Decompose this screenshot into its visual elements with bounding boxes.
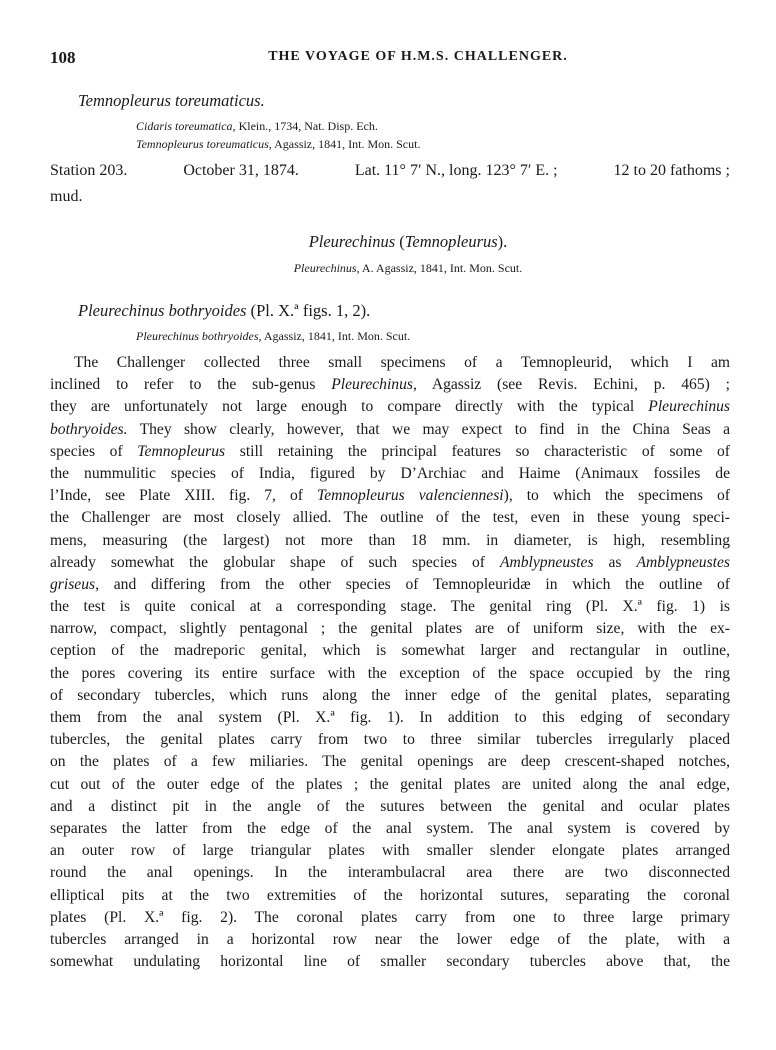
page-header xyxy=(50,48,726,72)
text-line: the Challenger are most closely allied. The outline of the test, even in these young speci- xyxy=(50,509,730,527)
text-line: ception of the madreporic genital, which is somewhat larger and rectangular in outline, xyxy=(50,642,730,660)
text-line: the test is quite conical at a corresponding stage. The genital ring (Pl. X.ª fig. 1) is xyxy=(50,598,730,616)
text-line: bothryoides. They show clearly, however, that we may expect to find in the China Seas a xyxy=(50,420,730,438)
synonym-citation: , Klein., 1734, Nat. Disp. Ech. xyxy=(232,119,378,133)
text-line: l’Inde, see Plate XIII. fig. 7, of Temnopleurus valenciennesi), to which the specimens of xyxy=(50,487,731,505)
text-line: already somewhat the globular shape of such species of Amblypneustes as Amblypneustes xyxy=(50,553,730,571)
text-line: somewhat undulating horizontal line of smaller secondary tubercles above that, the xyxy=(50,953,730,971)
species-heading xyxy=(78,301,370,321)
synonym-line xyxy=(136,327,410,345)
text-line: mens, measuring (the largest) not more than 18 mm. in diameter, is high, resembling xyxy=(50,531,730,549)
synonym-name: Pleurechinus bothryoides xyxy=(136,329,259,343)
synonym-citation: , Agassiz, 1841, Int. Mon. Scut. xyxy=(258,329,411,343)
station-date: October 31, 1874. xyxy=(183,162,299,179)
synonym-line xyxy=(136,135,420,153)
text-line: tubercles arranged in a horizontal row near the lower edge of the plate, with a xyxy=(50,930,730,948)
text-line: cut out of the outer edge of the plates ; the genital plates are united along the anal edge, xyxy=(50,775,730,793)
synonym-name: Cidaris toreumatica xyxy=(136,119,233,133)
text-line: they are unfortunately not large enough to compare directly with the typical Pleurechinus xyxy=(50,398,730,416)
station-depth: 12 to 20 fathoms ; xyxy=(613,162,730,179)
text-line: an outer row of large triangular plates with smaller slender elongate plates arranged xyxy=(50,842,730,860)
text-line: The Challenger collected three small specimens of a Temnopleurid, which I am xyxy=(74,354,730,371)
genus-synonym: Pleurechinus, A. Agassiz, 1841, Int. Mon. Scut. xyxy=(293,261,523,275)
text-line: species of Temnopleurus still retaining the principal features so characteristic of some of xyxy=(50,442,730,460)
synonym-line xyxy=(136,117,378,135)
text-line: on the plates of a few miliaries. The genital openings are deep crescent-shaped notches, xyxy=(50,753,730,771)
text-line: separates the latter from the edge of the anal system. The anal system is covered by xyxy=(50,819,730,837)
subgenus-name: Temnopleurus xyxy=(404,232,498,251)
species-heading: Temnopleurus toreumaticus. xyxy=(78,91,265,110)
text-line: the nummulitic species of India, figured by D’Archiac and Haime (Animaux fossiles de xyxy=(50,464,730,482)
text-line: narrow, compact, slightly pentagonal ; the genital plates are of uniform size, with the ex- xyxy=(50,620,730,638)
species-name: Pleurechinus bothryoides xyxy=(78,301,247,320)
synonym-name: Temnopleurus toreumaticus xyxy=(136,137,269,151)
station-coordinates: Lat. 11° 7′ N., long. 123° 7′ E. ; xyxy=(354,162,558,179)
text-line: round the anal openings. In the interambulacral area there are two disconnected xyxy=(50,864,730,882)
genus-name: Pleurechinus xyxy=(308,232,396,251)
running-title: THE VOYAGE OF H.M.S. CHALLENGER. xyxy=(268,49,568,64)
text-line: the pores covering its entire surface with the exception of the space occupied by the ring xyxy=(50,664,730,682)
body-paragraph xyxy=(50,352,730,973)
plate-reference: (Pl. X.ª figs. 1, 2). xyxy=(246,301,371,320)
station-number: Station 203. xyxy=(50,162,128,179)
text-line: plates (Pl. X.ª fig. 2). The coronal plates carry from one to three large primary xyxy=(50,908,730,926)
station-bottom: mud. xyxy=(50,188,83,205)
synonym-citation: , Agassiz, 1841, Int. Mon. Scut. xyxy=(268,137,421,151)
genus-heading: Pleurechinus (Temnopleurus). xyxy=(308,232,508,251)
page-number: 108 xyxy=(50,48,76,67)
text-line: of secondary tubercles, which runs along the inner edge of the genital plates, separating xyxy=(50,686,730,704)
text-line: and a distinct pit in the angle of the sutures between the genital and ocular plates xyxy=(50,797,730,815)
text-line: them from the anal system (Pl. X.ª fig. 1). In addition to this edging of secondary xyxy=(50,709,730,726)
text-line: elliptical pits at the two extremities of the horizontal sutures, separating the coronal xyxy=(50,886,730,904)
text-line: inclined to refer to the sub-genus Pleurechinus, Agassiz (see Revis. Echini, p. 465) ; xyxy=(50,376,730,394)
text-line: tubercles, the genital plates carry from two to three similar tubercles irregularly placed xyxy=(50,731,730,749)
text-line: griseus, and differing from the other species of Temnopleuridæ in which the outline of xyxy=(50,575,730,593)
station-record xyxy=(50,158,730,210)
